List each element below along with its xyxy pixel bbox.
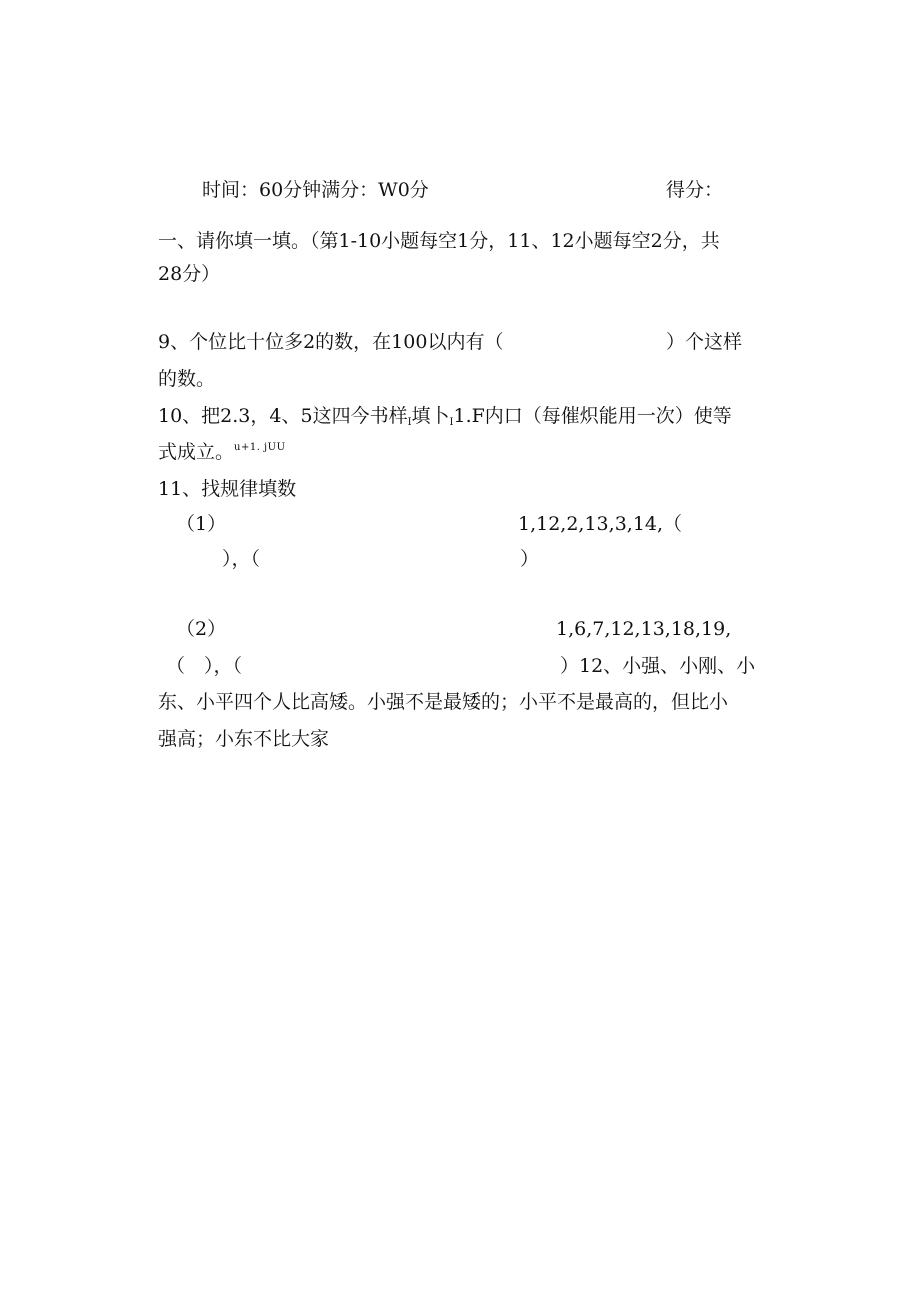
q11-part1-sequence: 1,12,2,13,3,14,（ [518,513,683,535]
q12-start: ）12、小强、小刚、小 [560,655,756,677]
q9-text-cont: 的数。 [158,368,216,390]
q10-line2: 式成立。 [158,441,235,463]
section1-heading-cont: 28分） [158,263,221,285]
q10-part-c: 1.F内口（每催炽能用一次）使等 [453,405,732,427]
q10-superscript: u+1. jUU [234,442,286,453]
section1-heading: 一、请你填一填。（第1-10小题每空1分，11、12小题每空2分，共 [158,230,720,252]
q12-text: 东、小平四个人比高矮。小强不是最矮的；小平不是最高的，但比小 [158,691,729,713]
q10-sub-1: I [407,417,412,428]
q11-title: 11、找规律填数 [158,478,297,500]
q12-text-cont: 强高；小东不比大家 [158,728,330,750]
q10-part-a: 10、把2.3，4、5这四今书样 [158,405,408,427]
q10-text-cont [158,443,286,462]
q10-part-b: 填卜 [411,405,450,427]
q9-text-end: ）个这样 [666,331,743,353]
q9-text: 9、个位比十位多2的数，在100以内有（ [158,331,504,353]
q11-part1-label: （1） [176,513,227,535]
q10-sub-2: I [449,417,454,428]
q11-part1-blanks: ），（ [222,548,261,570]
q10-text [158,407,732,428]
q11-part1-blank-end: ） [520,548,540,570]
q11-part2-sequence: 1,6,7,12,13,18,19, [556,618,732,640]
q11-part2-blanks: （ ），（ [166,655,243,677]
time-score-info: 时间：60分钟满分：W0分 [202,179,429,201]
score-label: 得分： [666,179,724,201]
q11-part2-label: （2） [176,618,227,640]
